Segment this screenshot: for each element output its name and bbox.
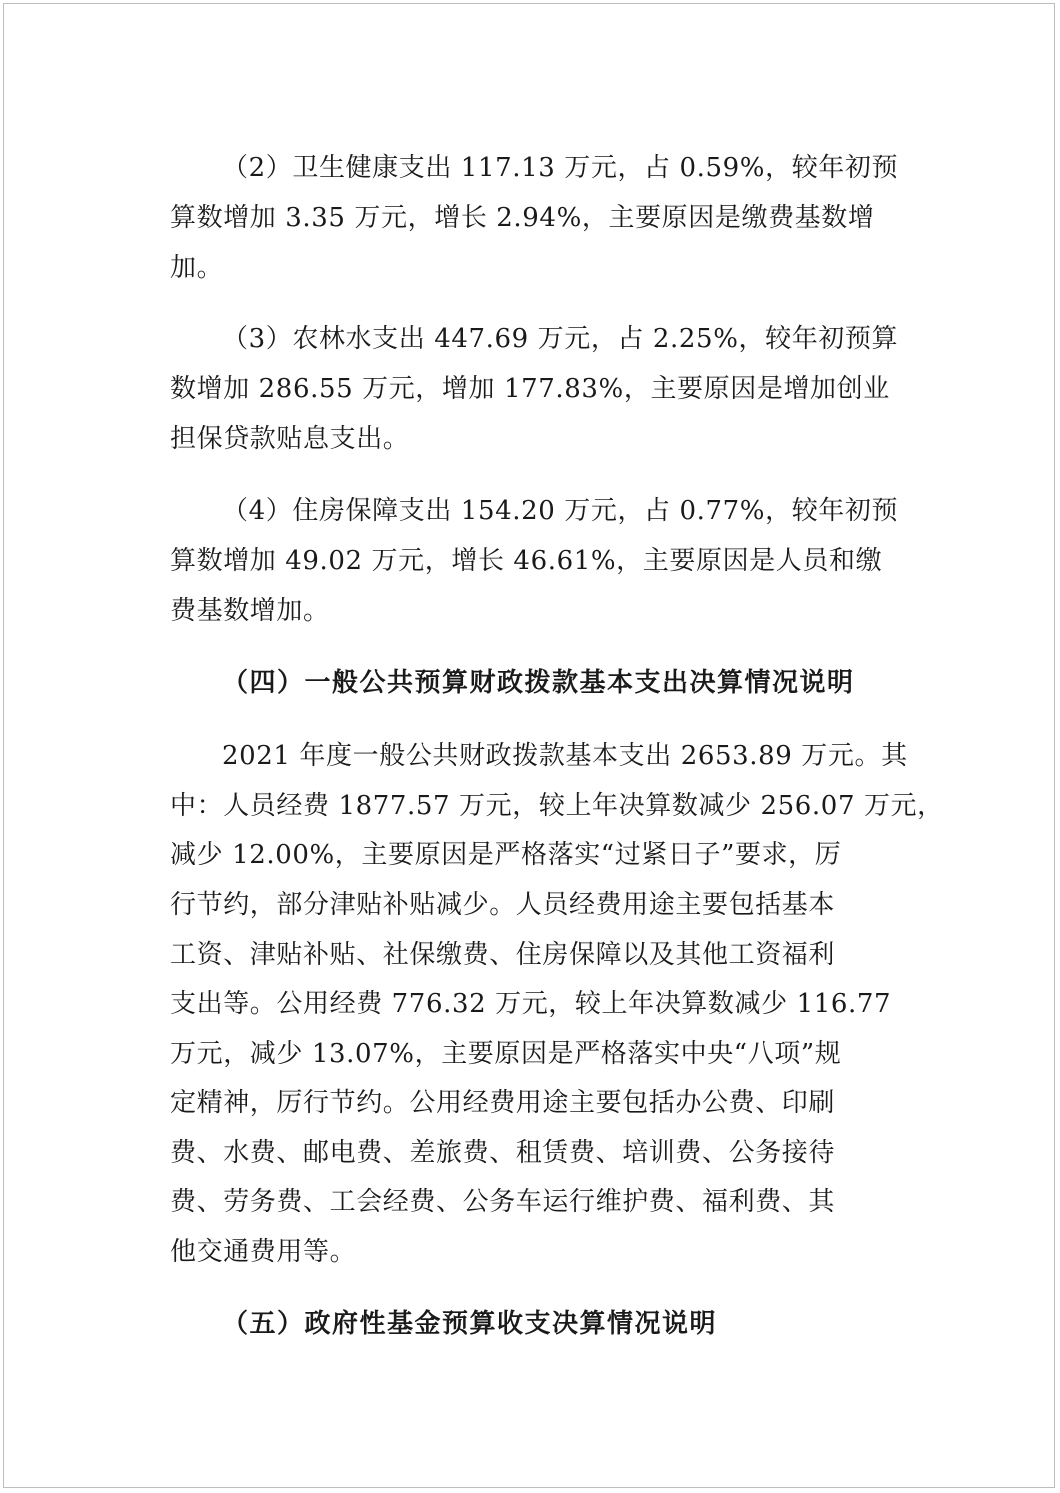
paragraph-basic-line-3: 减少 12.00%，主要原因是严格落实“过紧日子”要求，厉 bbox=[170, 840, 842, 870]
document-page bbox=[3, 3, 1055, 1488]
paragraph-housing-line-1: （4）住房保障支出 154.20 万元，占 0.77%，较年初预 bbox=[222, 496, 899, 526]
paragraph-basic-line-7: 万元，减少 13.07%，主要原因是严格落实中央“八项”规 bbox=[170, 1039, 842, 1069]
paragraph-basic-line-6: 支出等。公用经费 776.32 万元，较上年决算数减少 116.77 bbox=[170, 989, 892, 1019]
paragraph-basic-line-4: 行节约，部分津贴补贴减少。人员经费用途主要包括基本 bbox=[170, 890, 836, 920]
paragraph-basic-line-10: 费、劳务费、工会经费、公务车运行维护费、福利费、其 bbox=[170, 1187, 836, 1217]
paragraph-health-line-3: 加。 bbox=[170, 253, 224, 283]
section-heading-basic-expenditure: （四）一般公共预算财政拨款基本支出决算情况说明 bbox=[222, 668, 855, 698]
paragraph-agriculture-line-2: 数增加 286.55 万元，增加 177.83%，主要原因是增加创业 bbox=[170, 374, 890, 404]
paragraph-basic-line-2: 中：人员经费 1877.57 万元，较上年决算数减少 256.07 万元， bbox=[170, 791, 944, 821]
paragraph-agriculture-line-3: 担保贷款贴息支出。 bbox=[170, 424, 410, 454]
paragraph-housing-line-2: 算数增加 49.02 万元，增长 46.61%，主要原因是人员和缴 bbox=[170, 546, 883, 576]
paragraph-basic-line-5: 工资、津贴补贴、社保缴费、住房保障以及其他工资福利 bbox=[170, 940, 836, 970]
paragraph-basic-line-11: 他交通费用等。 bbox=[170, 1237, 357, 1267]
paragraph-basic-line-9: 费、水费、邮电费、差旅费、租赁费、培训费、公务接待 bbox=[170, 1138, 836, 1168]
paragraph-basic-line-8: 定精神，厉行节约。公用经费用途主要包括办公费、印刷 bbox=[170, 1088, 836, 1118]
paragraph-housing-line-3: 费基数增加。 bbox=[170, 596, 330, 626]
section-heading-government-fund: （五）政府性基金预算收支决算情况说明 bbox=[222, 1309, 718, 1339]
paragraph-basic-line-1: 2021 年度一般公共财政拨款基本支出 2653.89 万元。其 bbox=[222, 741, 908, 771]
paragraph-health-line-2: 算数增加 3.35 万元，增长 2.94%，主要原因是缴费基数增 bbox=[170, 203, 875, 233]
paragraph-health-line-1: （2）卫生健康支出 117.13 万元，占 0.59%，较年初预 bbox=[222, 153, 899, 183]
paragraph-agriculture-line-1: （3）农林水支出 447.69 万元，占 2.25%，较年初预算 bbox=[222, 324, 899, 354]
